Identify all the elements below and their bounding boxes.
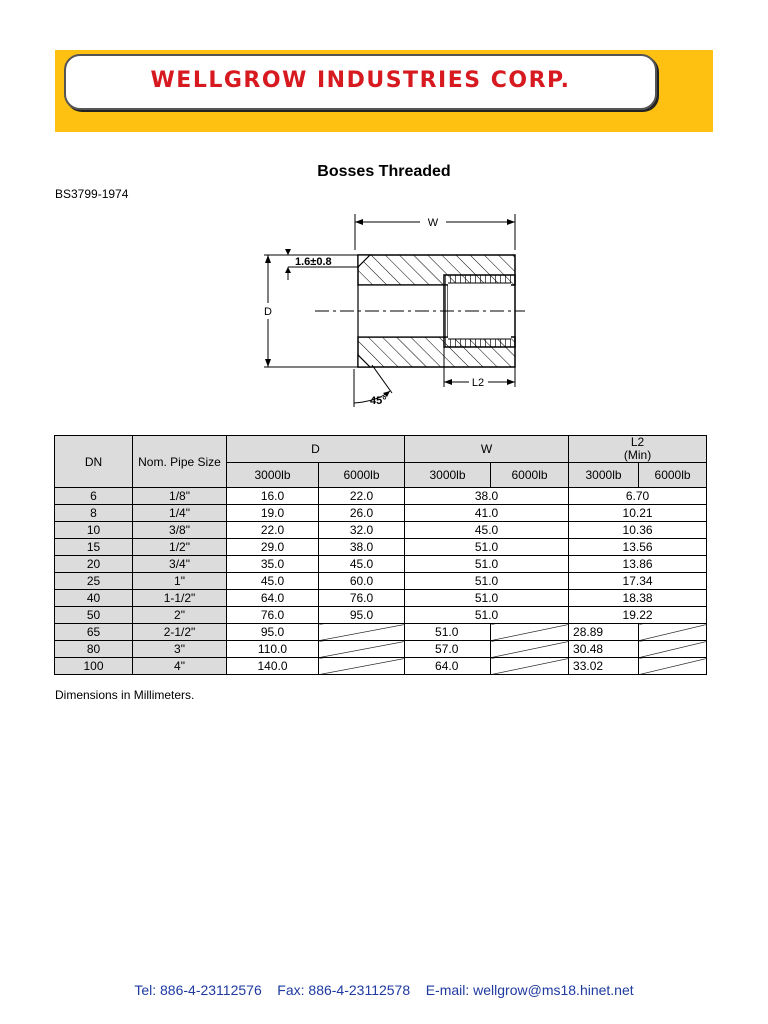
table-row <box>55 505 707 522</box>
table-row <box>55 556 707 573</box>
cell-nom-pipe-size: 1/2" <box>133 539 227 556</box>
header-l2: L2 (Min) <box>569 436 707 463</box>
table-row <box>55 573 707 590</box>
l2-label: L2 <box>471 377 485 389</box>
table-row <box>55 488 707 505</box>
tolerance-dimension <box>285 249 358 280</box>
page-title: Bosses Threaded <box>317 163 451 180</box>
subheader-l2-3000lb: 3000lb <box>569 463 639 488</box>
cell-l2: 13.86 <box>569 556 707 573</box>
subheader-l2-6000lb: 6000lb <box>639 463 707 488</box>
cell-d-3000lb: 76.0 <box>227 607 319 624</box>
cell-not-applicable <box>639 658 707 675</box>
cell-dn: 25 <box>55 573 133 590</box>
cell-w: 38.0 <box>405 488 569 505</box>
cell-dn: 100 <box>55 658 133 675</box>
cell-nom-pipe-size: 1/8" <box>133 488 227 505</box>
d-label: D <box>264 306 272 318</box>
table-row <box>55 658 707 675</box>
cell-d-6000lb: 26.0 <box>319 505 405 522</box>
cell-l2: 10.21 <box>569 505 707 522</box>
standard-code: BS3799-1974 <box>55 187 129 201</box>
cell-dn: 80 <box>55 641 133 658</box>
subheader-w-3000lb: 3000lb <box>405 463 491 488</box>
cell-l2: 6.70 <box>569 488 707 505</box>
units-note: Dimensions in Millimeters. <box>55 688 195 702</box>
cell-nom-pipe-size: 2-1/2" <box>133 624 227 641</box>
cell-w: 41.0 <box>405 505 569 522</box>
cell-d-3000lb: 95.0 <box>227 624 319 641</box>
subheader-w-6000lb: 6000lb <box>491 463 569 488</box>
cell-d-3000lb: 140.0 <box>227 658 319 675</box>
cell-d-6000lb: 76.0 <box>319 590 405 607</box>
cell-l2-3000lb: 28.89 <box>569 624 639 641</box>
header-dn: DN <box>55 436 133 488</box>
cell-dn: 40 <box>55 590 133 607</box>
cell-dn: 20 <box>55 556 133 573</box>
table-row <box>55 641 707 658</box>
subheader-d-6000lb: 6000lb <box>319 463 405 488</box>
table-row <box>55 522 707 539</box>
w-label: W <box>427 217 439 229</box>
cell-dn: 65 <box>55 624 133 641</box>
cell-not-applicable <box>491 641 569 658</box>
cell-d-6000lb: 95.0 <box>319 607 405 624</box>
cell-w: 51.0 <box>405 590 569 607</box>
cell-nom-pipe-size: 2" <box>133 607 227 624</box>
cell-w: 51.0 <box>405 556 569 573</box>
cell-d-3000lb: 22.0 <box>227 522 319 539</box>
cell-d-3000lb: 16.0 <box>227 488 319 505</box>
cell-nom-pipe-size: 3/8" <box>133 522 227 539</box>
angle-label: 45° <box>370 395 387 407</box>
cell-l2: 13.56 <box>569 539 707 556</box>
cell-w: 51.0 <box>405 607 569 624</box>
cell-d-3000lb: 29.0 <box>227 539 319 556</box>
cell-d-3000lb: 64.0 <box>227 590 319 607</box>
cell-l2-3000lb: 33.02 <box>569 658 639 675</box>
cell-w: 51.0 <box>405 573 569 590</box>
tolerance-label: 1.6±0.8 <box>295 256 332 268</box>
cell-d-3000lb: 110.0 <box>227 641 319 658</box>
cell-w-3000lb: 57.0 <box>405 641 491 658</box>
cell-d-6000lb: 60.0 <box>319 573 405 590</box>
cell-w: 45.0 <box>405 522 569 539</box>
angle-dimension <box>354 365 392 407</box>
table-row <box>55 607 707 624</box>
dimensions-table <box>54 435 707 675</box>
table-row <box>55 624 707 641</box>
cell-not-applicable <box>319 641 405 658</box>
cell-nom-pipe-size: 1" <box>133 573 227 590</box>
cell-not-applicable <box>319 658 405 675</box>
cell-d-6000lb: 32.0 <box>319 522 405 539</box>
cell-nom-pipe-size: 3/4" <box>133 556 227 573</box>
header-nameplate <box>64 54 657 110</box>
cell-nom-pipe-size: 1-1/2" <box>133 590 227 607</box>
cell-l2: 17.34 <box>569 573 707 590</box>
cell-nom-pipe-size: 4" <box>133 658 227 675</box>
cell-l2: 18.38 <box>569 590 707 607</box>
cell-d-3000lb: 45.0 <box>227 573 319 590</box>
cell-w: 51.0 <box>405 539 569 556</box>
header-banner <box>55 50 713 132</box>
w-dimension <box>355 214 515 250</box>
cell-d-3000lb: 19.0 <box>227 505 319 522</box>
header-d: D <box>227 436 405 463</box>
cell-not-applicable <box>319 624 405 641</box>
header-w: W <box>405 436 569 463</box>
subheader-d-3000lb: 3000lb <box>227 463 319 488</box>
table-row <box>55 590 707 607</box>
cell-d-6000lb: 38.0 <box>319 539 405 556</box>
cell-not-applicable <box>639 624 707 641</box>
boss-technical-drawing <box>250 205 530 410</box>
cell-dn: 10 <box>55 522 133 539</box>
cell-w-3000lb: 64.0 <box>405 658 491 675</box>
table-row <box>55 539 707 556</box>
cell-dn: 15 <box>55 539 133 556</box>
cell-d-3000lb: 35.0 <box>227 556 319 573</box>
cell-l2: 19.22 <box>569 607 707 624</box>
cell-l2-3000lb: 30.48 <box>569 641 639 658</box>
cell-dn: 50 <box>55 607 133 624</box>
cell-w-3000lb: 51.0 <box>405 624 491 641</box>
company-name: WELLGROW INDUSTRIES CORP. <box>150 68 571 93</box>
cell-not-applicable <box>491 624 569 641</box>
cell-dn: 6 <box>55 488 133 505</box>
cell-d-6000lb: 45.0 <box>319 556 405 573</box>
cell-not-applicable <box>491 658 569 675</box>
cell-not-applicable <box>639 641 707 658</box>
header-nom-pipe-size: Nom. Pipe Size <box>133 436 227 488</box>
cell-nom-pipe-size: 3" <box>133 641 227 658</box>
cell-nom-pipe-size: 1/4" <box>133 505 227 522</box>
cell-l2: 10.36 <box>569 522 707 539</box>
contact-footer: Tel: 886-4-23112576 Fax: 886-4-23112578 E-mail: wellgrow@ms18.hinet.net <box>134 982 634 998</box>
cell-d-6000lb: 22.0 <box>319 488 405 505</box>
cell-dn: 8 <box>55 505 133 522</box>
